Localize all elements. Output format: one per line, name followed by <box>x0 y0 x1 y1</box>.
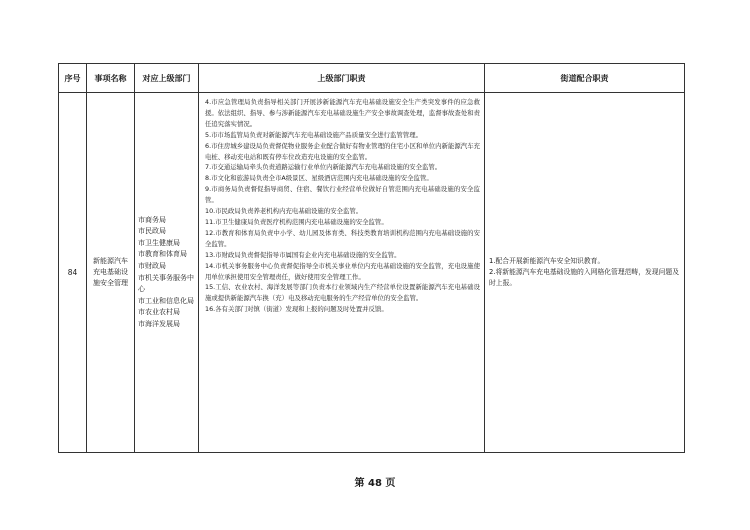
duty-table <box>58 63 685 453</box>
page-number: 第 48 页 <box>354 478 396 489</box>
department-item: 市教育和体育局 <box>138 250 187 259</box>
department-item: 市海洋发展局 <box>138 319 180 328</box>
table-row <box>59 93 685 453</box>
duty-item: 8.市文化和旅游局负责全市A级景区、星级酒店范围内充电基础设施的安全监管。 <box>205 174 433 183</box>
row-number: 84 <box>59 93 87 453</box>
duty-item: 13.市财政局负责督促指导市属国有企业内充电基础设施的安全监管。 <box>205 250 401 259</box>
department-item: 市商务局 <box>138 215 166 224</box>
item-name: 新能源汽车充电基础设施安全管理 <box>87 93 135 453</box>
department-item: 市农业农村局 <box>138 308 180 317</box>
header-duty: 上级部门职责 <box>199 64 485 93</box>
table-header-row <box>59 64 685 93</box>
department-item: 市机关事务服务中心 <box>138 273 194 294</box>
duty-item: 11.市卫生健康局负责医疗机构范围内充电基础设施的安全监管。 <box>205 217 388 226</box>
department-list <box>135 93 199 453</box>
header-item: 事项名称 <box>87 64 135 93</box>
street-duty-item: 1.配合开展新能源汽车安全知识教育。 <box>489 257 605 265</box>
duty-item: 9.市商务局负责督促指导商贸、住宿、餐饮行业经营单位做好自管范围内充电基础设施的安全监管。 <box>205 185 480 205</box>
header-dept: 对应上级部门 <box>135 64 199 93</box>
department-item: 市财政局 <box>138 261 166 270</box>
street-duty-item: 2.将新能源汽车充电基础设施的入网格化管理范畴，发现问题及时上报。 <box>489 268 679 287</box>
duty-item: 6.市住房城乡建设局负责督促物业服务企业配合做好有物业管理的住宅小区和单位内新能源汽车充电桩、移动充电站和既有停车位改造充电设施的安全监管。 <box>205 141 480 161</box>
duty-item: 5.市市场监管局负责对新能源汽车充电基础设施产品质量安全进行监管管理。 <box>205 130 422 139</box>
header-street: 街道配合职责 <box>485 64 685 93</box>
duty-item: 12.市教育和体育局负责中小学、幼儿园及体育类、科技类教育培训机构范围内充电基础设施的安全监管。 <box>205 228 480 248</box>
duty-item: 4.市应急管理局负责指导相关部门开展涉新能源汽车充电基础设施安全生产类突发事件的应急救援。依法组织、指导、参与涉新能源汽车充电基础设施生产安全事故调查处理，监督事故查处和责任追究落实情况。 <box>205 98 480 128</box>
street-duty-list <box>485 93 685 453</box>
duty-item: 7.市交通运输局牵头负责道路运输行业单位内新能源汽车充电基础设施的安全监管。 <box>205 163 442 172</box>
duty-item: 10.市民政局负责养老机构内充电基础设施的安全监管。 <box>205 207 363 216</box>
department-item: 市工业和信息化局 <box>138 296 194 305</box>
duty-item: 16.各有关部门对镇（街道）发现和上报的问题及时处置并反馈。 <box>205 305 388 314</box>
department-item: 市卫生健康局 <box>138 238 180 247</box>
duty-item: 15.工信、农业农村、海洋发展等部门负责本行业领域内生产经营单位设置新能源汽车充电基础设施或提供新能源汽车换（充）电及移动充电服务的生产经营单位的安全监管。 <box>205 283 480 303</box>
department-item: 市民政局 <box>138 227 166 236</box>
duty-item: 14.市机关事务服务中心负责督促指导全市机关事业单位内充电基础设施的安全监管，充电设施使用单位承担使用安全管理责任，做好使用安全管理工作。 <box>205 261 480 281</box>
duty-list <box>199 93 485 453</box>
header-num: 序号 <box>59 64 87 93</box>
